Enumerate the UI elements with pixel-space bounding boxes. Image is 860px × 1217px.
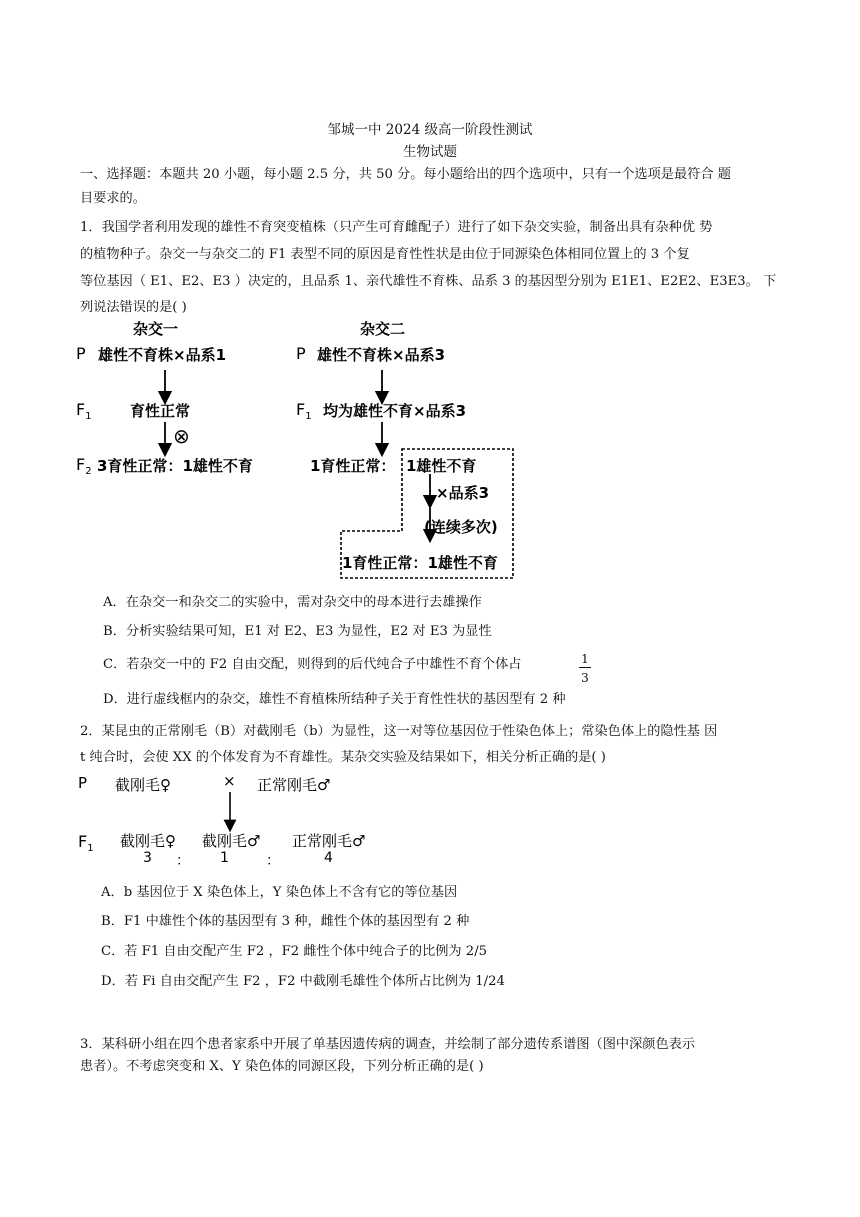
q2-ratio-c: 4 <box>324 850 333 866</box>
q2-option-b: B．F1 中雄性个体的基因型有 3 种，雌性个体的基因型有 2 种 <box>101 914 470 929</box>
exam-subtitle: 生物试题 <box>403 144 457 160</box>
q3-stem-line2: 患者）。不考虑突变和 X、Y 染色体的同源区段，下列分析正确的是( ) <box>80 1059 484 1074</box>
q1-stem-line2: 的植物种子。杂交一与杂交二的 F1 表型不同的原因是育性性状是由位于同源染色体相同位置上的 3 个复 <box>80 247 690 262</box>
q1-option-c-fraction-bar <box>579 667 591 668</box>
cross1-f1-label: $F_1$ <box>76 400 92 423</box>
q1-cross-diagram <box>70 318 530 584</box>
cross2-box-note: (连续多次) <box>424 518 498 536</box>
q1-option-c: C．若杂交一中的 F2 自由交配，则得到的后代纯合子中雄性不育个体占 <box>103 657 522 672</box>
q2-p-male: 正常刚毛♂ <box>257 776 331 794</box>
q2-ratio-b: 1 <box>220 850 229 866</box>
cross2-f1-label: $F_1$ <box>296 400 312 423</box>
q1-option-c-denominator: 3 <box>581 671 589 685</box>
section-intro-line2: 目要求的。 <box>80 191 146 206</box>
cross2-parents: 雄性不育株×品系3 <box>317 346 446 364</box>
exam-title: 邹城一中 2024 级高一阶段性测试 <box>327 122 533 138</box>
cross2-f1: 均为雄性不育×品系3 <box>323 402 467 420</box>
q2-p-female: 截刚毛♀ <box>115 776 171 794</box>
q1-option-a: A．在杂交一和杂交二的实验中，需对杂交中的母本进行去雄操作 <box>103 595 482 610</box>
cross1-f2-label: $F_2$ <box>76 455 92 478</box>
cross2-f2-right: 1雄性不育 <box>406 457 477 475</box>
q2-option-c: C．若 F1 自由交配产生 F2 ，F2 雌性个体中纯合子的比例为 2/5 <box>101 944 488 959</box>
q2-colon-1: ： <box>176 853 190 869</box>
q1-option-b: B．分析实验结果可知，E1 对 E2、E3 为显性，E2 对 E3 为显性 <box>103 624 492 639</box>
q1-stem-line1: 1．我国学者利用发现的雄性不育突变植株（只产生可育雌配子）进行了如下杂交实验，制备出具有杂种优 势 <box>80 220 713 235</box>
q2-option-d: D．若 Fi 自由交配产生 F2 ，F2 中截刚毛雄性个体所占比例为 1/24 <box>101 974 505 989</box>
q2-f1-c: 正常刚毛♂ <box>292 832 366 850</box>
q2-colon-2: ： <box>266 853 280 869</box>
q2-cross-diagram <box>70 770 400 870</box>
q1-stem-line4: 列说法错误的是( ) <box>80 300 187 315</box>
cross1-p-label: P <box>76 344 86 363</box>
q1-option-c-numerator: 1 <box>581 652 589 666</box>
q1-option-d: D．进行虚线框内的杂交，雄性不育植株所结种子关于育性性状的基因型有 2 种 <box>103 692 566 707</box>
section-intro-line1: 一、选择题：本题共 20 小题，每小题 2.5 分，共 50 分。每小题给出的四个选项中，只有一个选项是最符合 题 <box>80 167 731 182</box>
cross1-title: 杂交一 <box>133 320 179 338</box>
cross2-f2-left: 1育性正常： <box>310 457 396 475</box>
q2-p-label: P <box>78 774 88 792</box>
cross2-p-label: P <box>296 344 306 363</box>
q2-f1-label: $F_1$ <box>78 832 94 855</box>
cross2-box-testcross: ×品系3 <box>436 484 490 502</box>
cross1-f2: 3育性正常：1雄性不育 <box>97 457 253 475</box>
cross2-title: 杂交二 <box>360 320 406 338</box>
q2-option-a: A．b 基因位于 X 染色体上，Y 染色体上不含有它的等位基因 <box>101 885 458 900</box>
self-cross-symbol: ⊗ <box>173 424 190 448</box>
q2-stem-line2: t 纯合时，会使 XX 的个体发育为不育雄性。某杂交实验及结果如下，相关分析正确的是( ) <box>80 750 606 765</box>
q2-f1-b: 截刚毛♂ <box>202 832 261 850</box>
q2-stem-line1: 2．某昆虫的正常刚毛（B）对截刚毛（b）为显性，这一对等位基因位于性染色体上；常染色体上的隐性基 因 <box>80 724 718 739</box>
cross2-box-result: 1育性正常：1雄性不育 <box>342 554 498 572</box>
q2-ratio-a: 3 <box>143 850 152 866</box>
q2-cross-sign: × <box>223 772 236 790</box>
cross1-parents: 雄性不育株×品系1 <box>98 346 227 364</box>
q3-stem-line1: 3．某科研小组在四个患者家系中开展了单基因遗传病的调查，并绘制了部分遗传系谱图（图中深颜色表示 <box>80 1037 696 1052</box>
q2-f1-a: 截刚毛♀ <box>120 832 176 850</box>
cross1-f1: 育性正常 <box>130 402 191 420</box>
q1-stem-line3: 等位基因（ E1、E2、E3 ）决定的，且品系 1、亲代雄性不育株、品系 3 的基因型分别为 E1E1、E2E2、E3E3。 下 <box>80 274 777 289</box>
